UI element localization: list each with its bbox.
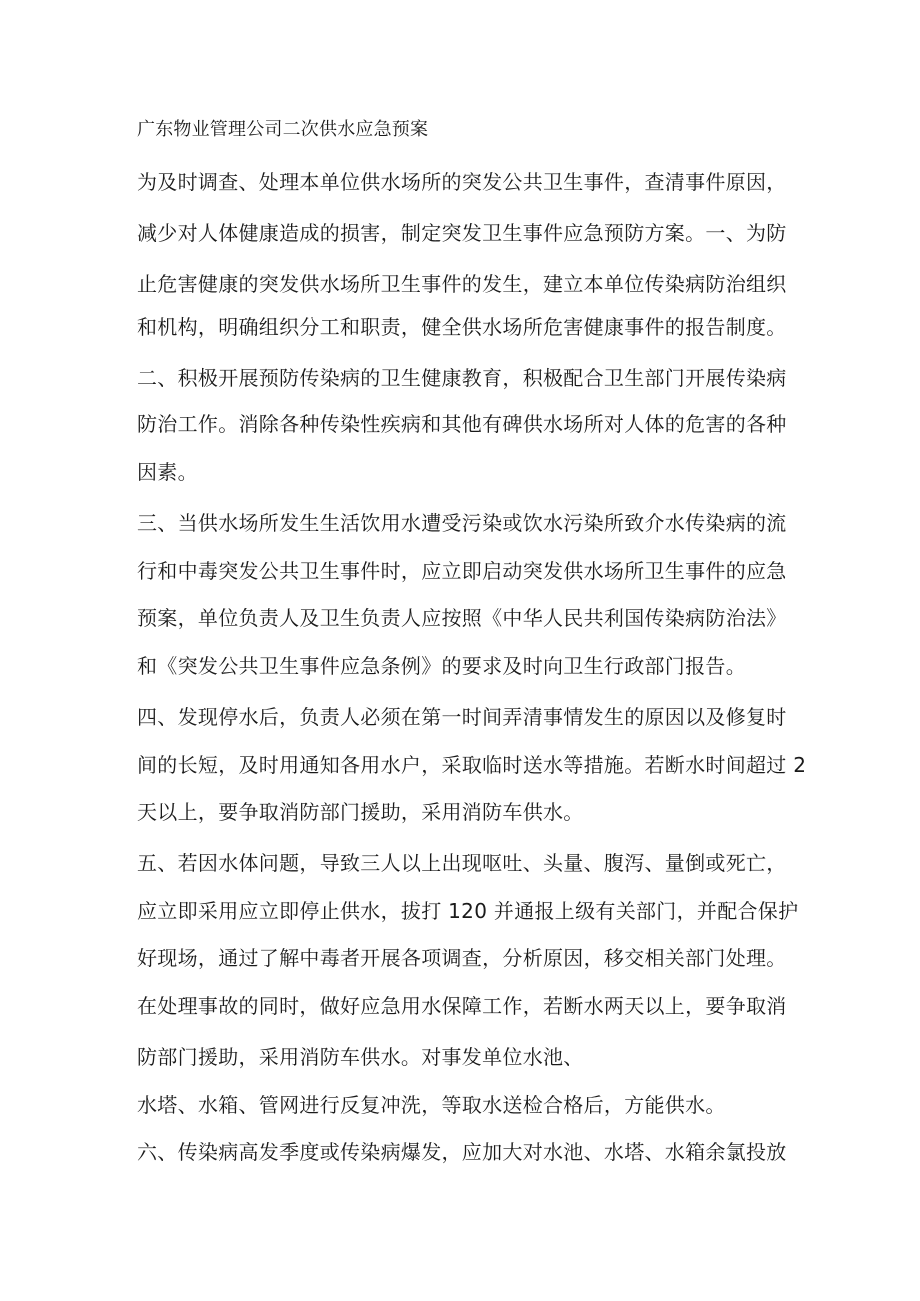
paragraph-line: 防部门援助，采用消防车供水。对事发单位水池、 [137,1045,584,1069]
paragraph-line: 因素。 [137,460,198,484]
paragraph-line: 五、若因水体问题，导致三人以上出现呕吐、头量、腹泻、量倒或死亡， [137,851,787,875]
document-title: 广东物业管理公司二次供水应急预案 [137,119,429,140]
paragraph-line: 在处理事故的同时，做好应急用水保障工作，若断水两天以上，要争取消 [137,994,787,1018]
paragraph-line: 二、积极开展预防传染病的卫生健康教育，积极配合卫生部门开展传染病 [137,366,787,390]
paragraph-line: 四、发现停水后，负责人必须在第一时间弄清事情发生的原因以及修复时 [137,705,787,729]
paragraph-line: 天以上，要争取消防部门援助，采用消防车供水。 [137,800,584,824]
paragraph-line: 减少对人体健康造成的损害，制定突发卫生事件应急预防方案。一、为防 [137,221,787,245]
paragraph-line: 间的长短，及时用通知各用水户，采取临时送水等措施。若断水时间超过 2 [137,753,807,777]
paragraph-line: 止危害健康的突发供水场所卫生事件的发生，建立本单位传染病防治组织 [137,272,787,296]
paragraph-line: 和机构，明确组织分工和职责，健全供水场所危害健康事件的报告制度。 [137,315,787,339]
paragraph-line: 好现场，通过了解中毒者开展各项调查，分析原因，移交相关部门处理。 [137,946,787,970]
paragraph-line: 防治工作。消除各种传染性疾病和其他有碑供水场所对人体的危害的各种 [137,412,787,436]
paragraph-line: 预案，单位负责人及卫生负责人应按照《中华人民共利国传染病防治法》 [137,606,787,630]
paragraph-line: 应立即采用应立即停止供水，拔打 120 并通报上级有关部门，并配合保护 [137,899,799,923]
paragraph-line: 六、传染病高发季度或传染病爆发，应加大对水池、水塔、水箱余氯投放 [137,1140,787,1164]
paragraph-line: 和《突发公共卫生事件应急条例》的要求及时向卫生行政部门报告。 [137,654,746,678]
paragraph-line: 水塔、水箱、管网进行反复冲洗，等取水送检合格后，方能供水。 [137,1093,726,1117]
paragraph-line: 行和中毒突发公共卫生事件时，应立即启动突发供水场所卫生事件的应急 [137,559,787,583]
paragraph-line: 三、当供水场所发生生活饮用水遭受污染或饮水污染所致介水传染病的流 [137,511,787,535]
paragraph-line: 为及时调查、处理本单位供水场所的突发公共卫生事件，查清事件原因， [137,170,787,194]
